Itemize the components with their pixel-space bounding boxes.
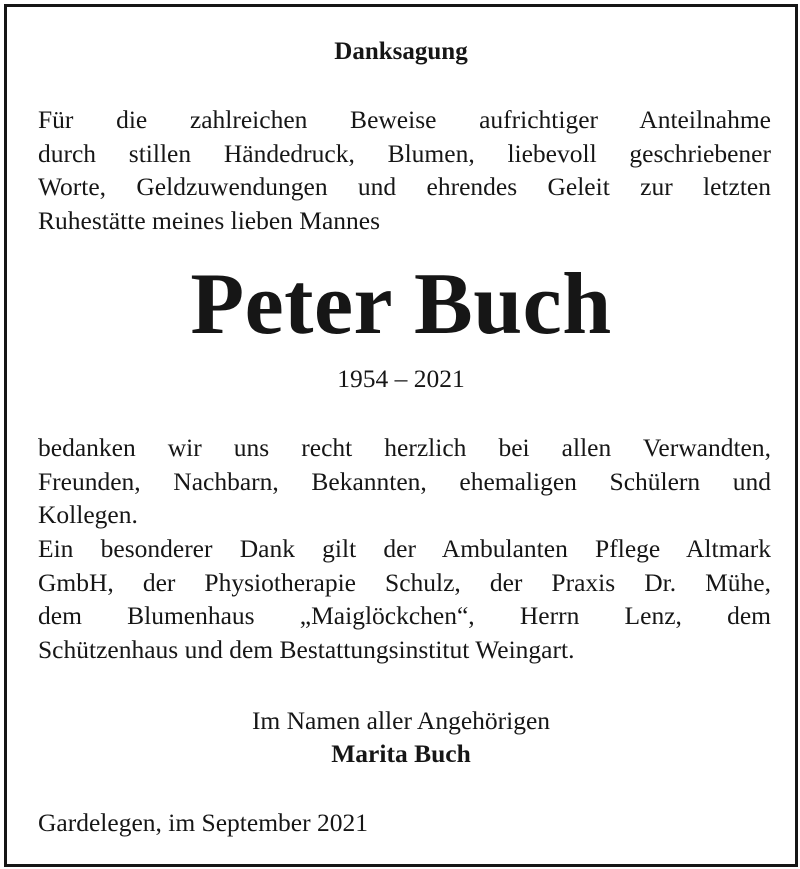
- thanks-line: bedanken wir uns recht herzlich bei allen Verwandten,: [38, 433, 771, 462]
- special-thanks-line: dem Blumenhaus „Maiglöckchen“, Herrn Lenz, dem: [38, 601, 771, 630]
- intro-line: durch stillen Händedruck, Blumen, liebevoll geschriebener: [38, 138, 771, 168]
- special-thanks-line: Ein besonderer Dank gilt der Ambulanten Pflege Altmark: [38, 534, 771, 563]
- deceased-name: Peter Buch: [190, 256, 612, 353]
- thanks-paragraph: [38, 431, 771, 532]
- heading: Danksagung: [334, 38, 468, 65]
- place-date: Gardelegen, im September 2021: [38, 808, 368, 837]
- signature-name: Marita Buch: [331, 739, 471, 768]
- intro-paragraph: [38, 103, 771, 237]
- intro-line: Ruhestätte meines lieben Mannes: [38, 205, 381, 235]
- intro-line: Worte, Geldzuwendungen und ehrendes Geleit zur letzten: [38, 172, 771, 201]
- signature-intro: Im Namen aller Angehörigen: [251, 706, 551, 735]
- special-thanks-line: GmbH, der Physiotherapie Schulz, der Praxis Dr. Mühe,: [38, 567, 771, 597]
- obituary-frame: [4, 4, 798, 867]
- special-thanks-paragraph: [38, 532, 771, 666]
- special-thanks-line: Schützenhaus und dem Bestattungsinstitut Weingart.: [38, 634, 575, 664]
- life-dates: 1954 – 2021: [337, 364, 465, 393]
- thanks-line: Freunden, Nachbarn, Bekannten, ehemaligen Schülern und: [38, 466, 771, 496]
- thanks-line: Kollegen.: [38, 500, 138, 529]
- intro-line: Für die zahlreichen Beweise aufrichtiger Anteilnahme: [38, 105, 771, 134]
